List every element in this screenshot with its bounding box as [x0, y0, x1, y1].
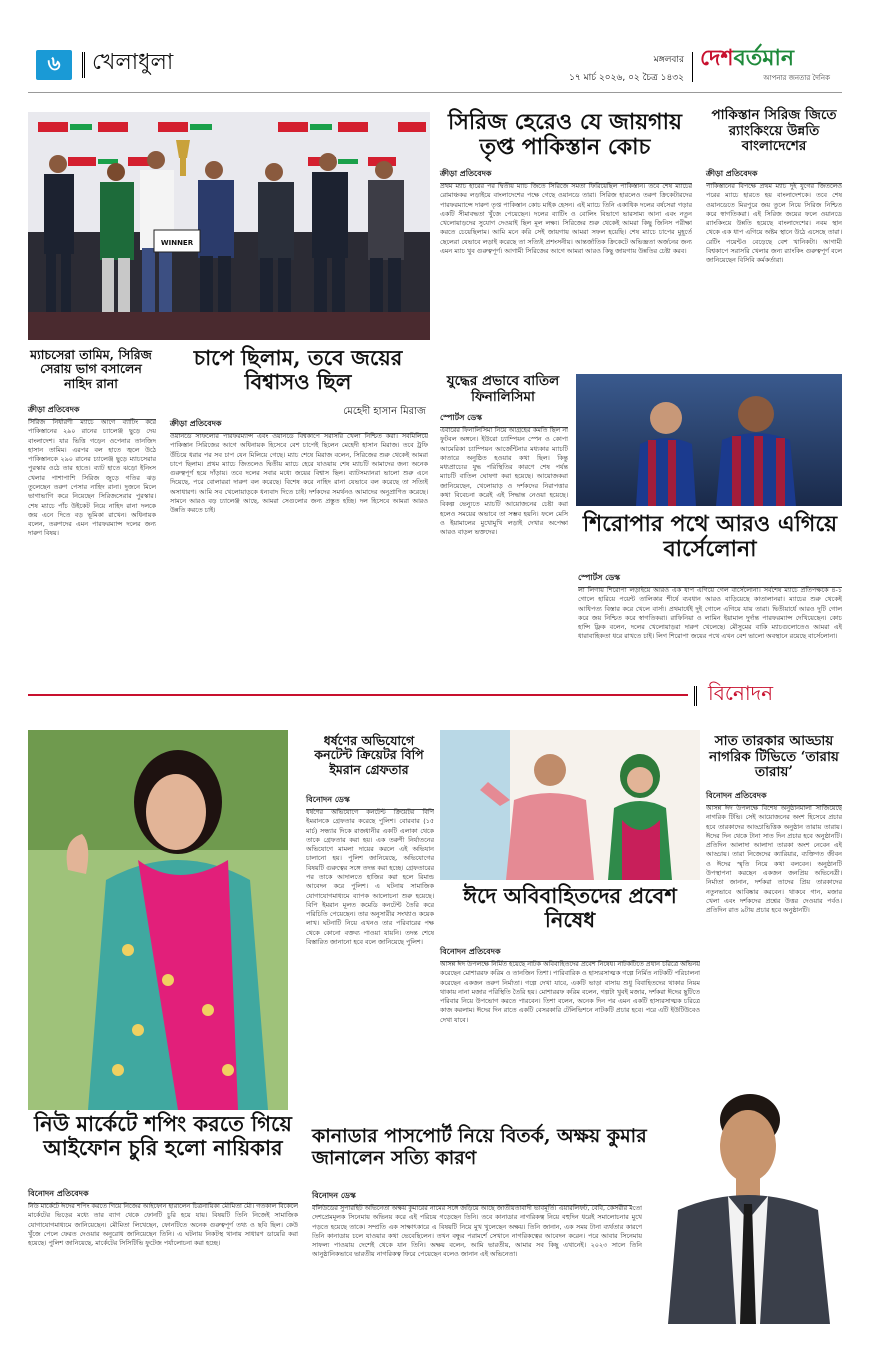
- body-akshay: বলিউডের সুপারহিট অভিনেতা অক্ষয় কুমারের নামের সঙ্গে জড়িয়ে আছে জাতীয়তাবাদী ভাবমূর্তি। এয়ারলিফট, বেবি, কেসরীর মতো দেশপ্রেমমূলক সিনেমায় অভিনয় করে এই পরিচয় গড়েছেন তিনি। তবে কানাডার নাগরিকত্ব নিয়ে বহুদিন ধরেই সমালোচনার মুখে পড়তে হয়েছে তাকে। সম্প্রতি এক সাক্ষাৎকারে এ বিষয়টি নিয়ে মুখ খুলেছেন অক্ষয়। তিনি জানান, এক সময় টানা ব্যর্থতার কারণে তিনি কানাডায় চলে যাওয়ার কথা ভেবেছিলেন। তখন বন্ধুর পরামর্শে সেখানে নাগরিকত্বের আবেদন করেন। পরে আবার সিনেমায় সাফল্য পাওয়ায় দেশেই থেকে যান তিনি। অক্ষয় বলেন, আমি ভারতীয়, আমার সব কিছু এখানেই। ২০২৩ সালে তিনি আনুষ্ঠানিকভাবে ভারতীয় নাগরিকত্ব ফিরে পেয়েছেন বলেও জানান এই অভিনেতা।: [312, 1204, 642, 1259]
- headline-iphone: নিউ মার্কেটে শপিং করতে গিয়ে আইফোন চুরি হলো নায়িকার: [34, 1111, 292, 1161]
- body-eid-drama: আসন্ন ঈদ উপলক্ষে নির্মিত হয়েছে নাটক অবিবাহিতদের প্রবেশ নিষেধ। নাটকটিতে প্রধান চরিত্রে অভিনয় করেছেন মোশাররফ করিম ও তানজিন তিশা। পারিবারিক ও হাস্যরসাত্মক গল্পে নির্মিত নাটকটি পরিচালনা করেছেন একজন তরুণ নির্মাতা। গল্পে দেখা যাবে, একটি ভাড়া বাসায় শুধু বিবাহিতদের থাকার নিয়ম থাকায় নানা মজার পরিস্থিতি তৈরি হয়। মোশাররফ করিম বলেন, গল্পটা খুবই মজার, দর্শকরা ঈদের ছুটিতে পরিবার নিয়ে উপভোগ করতে পারবেন। তিশা বলেন, অনেক দিন পর এমন একটি হাস্যরসাত্মক চরিত্রে কাজ করলাম। ঈদের দিন রাতে একটি বেসরকারি টেলিভিশনে নাটকটি প্রচার হবে। পরে এটি ইউটিউবেও দেখা যাবে।: [440, 960, 700, 1024]
- trophy-sign: WINNER: [160, 239, 194, 247]
- page-number: ৬: [47, 50, 61, 75]
- headline-miraz: চাপে ছিলাম, তবে জয়ের বিশ্বাসও ছিল: [193, 345, 403, 395]
- headline-akshay: কানাডার পাসপোর্ট নিয়ে বিতর্ক, অক্ষয় কুমার জানালেন সত্যি কারণ: [312, 1125, 647, 1169]
- headline-ranking: পাকিস্তান সিরিজ জিতে র‍্যাংকিংয়ে উন্নতি বাংলাদেশের: [711, 107, 837, 155]
- headline-tamim: ম্যাচসেরা তামিম, সিরিজ সেরায় ভাগ বসালেন নাহিদ রানা: [30, 347, 152, 391]
- binodon-section-title: বিনোদন: [708, 681, 774, 705]
- body-iphone: নিউ মার্কেটে ঈদের শপিং করতে গিয়ে নিজের আইফোন হারালেন চিত্রনায়িকা মৌমিতা মৌ। গতকাল বিকেলে মার্কেটের ভিড়ের মধ্যে তার ব্যাগ থেকে ফোনটি চুরি হয়ে যায়। বিষয়টি তিনি নিজেই সামাজিক যোগাযোগমাধ্যমে জানিয়েছেন। মৌমিতা লিখেছেন, ফোনটিতে অনেক গুরুত্বপূর্ণ তথ্য ও ছবি ছিল। কেউ খুঁজে পেলে ফেরত দেওয়ার অনুরোধ জানিয়েছেন তিনি। এ ঘটনায় নিকটস্থ থানায় সাধারণ ডায়েরি করা হয়েছে। পুলিশ জানিয়েছে, মার্কেটের সিসিটিভি ফুটেজ পর্যালোচনা করা হচ্ছে।: [28, 1202, 298, 1248]
- brand-part-1: দেশ: [700, 46, 734, 71]
- binodon-rule: [28, 694, 688, 696]
- headline-pak-coach: সিরিজ হেরেও যে জায়গায় তৃপ্ত পাকিস্তান কোচ: [448, 109, 682, 161]
- trophy-ceremony-photo: [28, 112, 430, 340]
- body-finalissima: এবারের ফিনালিসিমা নিয়ে আগ্রহের কমতি ছিল না ফুটবল অঙ্গনে। ইউরো চ্যাম্পিয়ন স্পেন ও কোপা আমেরিকা চ্যাম্পিয়ন আর্জেন্টিনার মধ্যকার ম্যাচটি কাতারে অনুষ্ঠিত হওয়ার কথা ছিল। কিন্তু মধ্যপ্রাচ্যের যুদ্ধ পরিস্থিতির কারণে শেষ পর্যন্ত ম্যাচটি বাতিল ঘোষণা করা হয়েছে। আয়োজকরা জানিয়েছেন, খেলোয়াড় ও দর্শকদের নিরাপত্তার কথা বিবেচনা করেই এই সিদ্ধান্ত নেওয়া হয়েছে। বিকল্প ভেন্যুতে ম্যাচটি আয়োজনের চেষ্টা করা হলেও সময়ের অভাবে তা সম্ভব হয়নি। ফলে মেসি ও ইয়ামালের মুখোমুখি লড়াই দেখার অপেক্ষা আরও বাড়ল ভক্তদের।: [440, 426, 568, 537]
- byline-iphone: বিনোদন প্রতিবেদক: [28, 1188, 298, 1204]
- byline-tamim: ক্রীড়া প্রতিবেদক: [28, 404, 156, 420]
- barcelona-players-photo: [576, 374, 842, 506]
- body-ranking: পাকিস্তানের বিপক্ষে প্রথম ম্যাচ দুই যুগের জিতলেও পরের ম্যাচে হারতে হয় বাংলাদেশকে। তবে শেষ ওয়ানডেতে মিরপুরে জয় তুলে নিয়ে সিরিজ নিশ্চিত করে স্বাগতিকরা। এই সিরিজ জয়ের ফলে ওয়ানডে র‍্যাংকিংয়ে উন্নতি হয়েছে বাংলাদেশের। নবম স্থান থেকে এক ধাপ এগিয়ে অষ্টম স্থানে উঠে এসেছে তারা। রেটিং পয়েন্টও বেড়েছে বেশ খানিকটা। আগামী বিশ্বকাপে সরাসরি খেলার জন্য র‍্যাংকিং গুরুত্বপূর্ণ বলে জানিয়েছেন বিসিবি কর্মকর্তারা।: [706, 182, 842, 265]
- byline-akshay: বিনোদন ডেস্ক: [312, 1190, 632, 1206]
- body-barcelona: লা লিগায় শিরোপা লড়াইয়ে আরও এক ধাপ এগিয়ে গেল বার্সেলোনা। সর্বশেষ ম্যাচে প্রতিপক্ষকে ৪-১ গোলে হারিয়ে পয়েন্ট তালিকার শীর্ষে ব্যবধান আরও বাড়িয়েছে কাতালানরা। ম্যাচের শুরু থেকেই আধিপত্য বিস্তার করে খেলে বার্সা। প্রথমার্ধেই দুই গোলে এগিয়ে যায় তারা। দ্বিতীয়ার্ধে আরও দুটি গোল করে জয় নিশ্চিত করে স্বাগতিকরা। রাফিনিয়া ও লামিন ইয়ামাল দুর্দান্ত পারফরম্যান্স দেখিয়েছেন। কোচ হান্সি ফ্লিক বলেন, দলের খেলোয়াড়রা দারুণ খেলেছে। মৌসুমের বাকি ম্যাচগুলোতেও আমরা এই ধারাবাহিকতা ধরে রাখতে চাই। লিগ শিরোপা জয়ের পথে এখন বেশ ভালো অবস্থানে রয়েছে বার্সেলোনা।: [578, 586, 842, 641]
- body-pak-coach: প্রথম ম্যাচ হারের পর দ্বিতীয় ম্যাচ জিতে সিরিজে সমতা ফিরিয়েছিল পাকিস্তান। তবে শেষ ম্যাচের রোমাঞ্চকর লড়াইয়ে বাংলাদেশের পক্ষে গেছে ওয়ানডে তারা। সিরিজ হারলেও তরুণ ক্রিকেটারদের পারফরম্যান্সে দারুণ তৃপ্ত পাকিস্তান কোচ মাইক হেসন। এই ম্যাচে তিনি একাধিক দলের বর্ষসেরা গড়ার একটি সীমাবদ্ধতা খুঁজে পেয়েছেন। দলের ব্যাটিং ও বোলিং বিভাগে ভারসাম্য আনা এবং নতুন খেলোয়াড়দের সুযোগ দেওয়াই ছিল মূল লক্ষ্য। সিরিজের শুরু থেকেই আমরা কিছু জিনিস পরীক্ষা করতে চেয়েছিলাম। আমি মনে করি সেই জায়গায় আমরা সফল হয়েছি। শেষ ম্যাচে চাপের মুহূর্তে ছেলেরা যেভাবে লড়াই করেছে তা সত্যিই প্রশংসনীয়। আন্তর্জাতিক ক্রিকেটে অভিজ্ঞতা অর্জনের জন্য এমন ম্যাচ খুব গুরুত্বপূর্ণ। আগামী সিরিজের আগে আমরা আরও কিছু জায়গায় উন্নতির চেষ্টা করব।: [440, 182, 692, 255]
- brand-part-2: বর্তমান: [733, 46, 794, 71]
- body-taray-taray: আসন্ন ঈদ উপলক্ষে বিশেষ অনুষ্ঠানমালা সাজিয়েছে নাগরিক টিভি। সেই আয়োজনের অংশ হিসেবে প্রচার হবে তারকাদের আড্ডাভিত্তিক অনুষ্ঠান তারায় তারায়। ঈদের দিন থেকে টানা সাত দিন প্রচার হবে অনুষ্ঠানটি। প্রতিদিন আলাদা আলাদা তারকা অংশ নেবেন এই আড্ডায়। তারা নিজেদের ক্যারিয়ার, ব্যক্তিগত জীবন ও ঈদের স্মৃতি নিয়ে কথা বলবেন। অনুষ্ঠানটি উপস্থাপনা করছেন একজন জনপ্রিয় অভিনেত্রী। নির্মাতা জানান, দর্শকরা তাদের প্রিয় তারকাদের নতুনভাবে আবিষ্কার করবেন। থাকবে গান, মজার খেলা এবং দর্শকদের প্রশ্নের উত্তর দেওয়ার পর্বও। প্রতিদিন রাত ৯টায় প্রচার হবে অনুষ্ঠানটি।: [706, 804, 842, 915]
- headline-bipi-imran: ধর্ষণের অভিযোগে কনটেন্ট ক্রিয়েটর বিপি ইমরান গ্রেফতার: [314, 733, 424, 777]
- byline-barcelona: স্পোর্টস ডেস্ক: [578, 572, 842, 588]
- body-miraz: ওয়ানডে সাফল্যের পারফরম্যান্স এবং ওয়ানডে বিশ্বকাপে সরাসরি খেলা নিশ্চিত করা। সবমিলিয়ে পাকিস্তান সিরিজের আগে অধিনায়ক হিসেবে বেশ চাপেই ছিলেন মেহেদী হাসান মিরাজ। তবে ট্রফি উঁচিয়ে ধরার পর সব চাপ যেন মিলিয়ে গেছে। ম্যাচ শেষে মিরাজ বলেন, সিরিজের শুরু থেকেই আমরা চাপে ছিলাম। প্রথম ম্যাচে জিতলেও দ্বিতীয় ম্যাচে হেরে যাওয়ায় শেষ ম্যাচটি আমাদের জন্য অনেক গুরুত্বপূর্ণ হয়ে দাঁড়ায়। তবে দলের সবার মধ্যে জয়ের বিশ্বাস ছিল। ব্যাটসম্যানরা ভালো শুরু এনে দিয়েছে, পরে বোলাররা দারুণ বল করেছে। বিশেষ করে নাহিদ রানা যেভাবে বল করেছে তা সত্যিই অসাধারণ। আমি সব খেলোয়াড়কে ধন্যবাদ দিতে চাই। দর্শকদের সমর্থনও আমাদের অনুপ্রাণিত করেছে। সামনে আরও বড় চ্যালেঞ্জ আছে, আমরা সেগুলোর জন্য প্রস্তুত হচ্ছি। দল হিসেবে আমরা আরও উন্নতি করতে চাই।: [170, 432, 428, 515]
- headline-barcelona: শিরোপার পথে আরও এগিয়ে বার্সেলোনা: [582, 511, 838, 563]
- issue-date: ১৭ মার্চ ২০২৬, ০২ চৈত্র ১৪৩২: [569, 73, 684, 83]
- issue-day: মঙ্গলবার: [653, 55, 684, 65]
- body-bipi-imran: ধর্ষণের অভিযোগে কনটেন্ট ক্রিয়েটর বিপি ইমরানকে গ্রেফতার করেছে পুলিশ। বোরবার (১৫ মার্চ) সন্ধ্যার দিকে রাজধানীর একটি এলাকা থেকে তাকে গ্রেফতার করা হয়। এক তরুণী নির্যাতনের অভিযোগে মামলা দায়ের করলে এই অভিযান চালানো হয়। পুলিশ জানিয়েছে, অভিযোগের বিষয়টি গুরুত্বের সঙ্গে তদন্ত করা হচ্ছে। গ্রেফতারের পর তাকে আদালতে হাজির করা হলে রিমান্ড আবেদন করে পুলিশ। এ ঘটনায় সামাজিক যোগাযোগমাধ্যমে ব্যাপক আলোচনা শুরু হয়েছে। বিপি ইমরান মূলত কমেডি কনটেন্ট তৈরি করে পরিচিতি পেয়েছেন। তার অনুসারীর সংখ্যাও কয়েক লাখ। ঘটনাটি নিয়ে এখনও তার পরিবারের পক্ষ থেকে কোনো বক্তব্য পাওয়া যায়নি। তদন্ত শেষে বিস্তারিত জানানো হবে বলে জানিয়েছে পুলিশ।: [306, 808, 434, 946]
- byline-ranking: ক্রীড়া প্রতিবেদক: [706, 168, 842, 184]
- akshay-photo: [648, 1080, 842, 1324]
- tagline: আপনার জনতার দৈনিক: [763, 74, 830, 82]
- byline-bipi-imran: বিনোদন ডেস্ক: [306, 794, 434, 810]
- byline-taray-taray: বিনোদন প্রতিবেদক: [706, 790, 842, 806]
- actress-photo: [28, 730, 288, 1110]
- byline-miraz-desk: ক্রীড়া প্রতিবেদক: [170, 418, 428, 434]
- eid-drama-photo: [440, 730, 700, 880]
- date-divider: [692, 52, 693, 82]
- headline-taray-taray: সাত তারকার আড্ডায় নাগরিক টিভিতে ‘তারায় তারায়’: [709, 733, 839, 781]
- section-divider: [82, 52, 85, 78]
- byline-finalissima: স্পোর্টস ডেস্ক: [440, 412, 568, 428]
- headline-finalissima: যুদ্ধের প্রভাবে বাতিল ফিনালিসিমা: [446, 373, 560, 405]
- header-rule: [28, 92, 842, 93]
- page-number-box: [36, 50, 72, 80]
- section-title: খেলাধুলা: [92, 50, 174, 75]
- binodon-bar: [694, 686, 697, 706]
- byline-miraz: মেহেদী হাসান মিরাজ: [343, 406, 426, 417]
- headline-eid-drama: ঈদে অবিবাহিতদের প্রবেশ নিষেধ: [463, 883, 677, 933]
- byline-pak-coach: ক্রীড়া প্রতিবেদক: [440, 168, 692, 184]
- body-tamim: সিরিজ নির্ধারণী ম্যাচে আগে ব্যাটিং করে পাকিস্তানের ২৯০ রানের চ্যালেঞ্জ ছুড়ে দেয় বাংলাদেশ। যার ভিত্তি গড়েন ওপেনার তানজিদ হাসান তামিম। এরপর বল হাতে জ্বলে উঠে পাকিস্তানকে ২৯০ রানের চ্যালেঞ্জ ছুড়ে ম্যাচসেরার পুরস্কার ওঠে তার হাতে। ব্যাট হাতে ঝড়ো ইনিংস খেলার পাশাপাশি সিরিজ জুড়ে গতির ঝড় তুলেছেন তরুণ পেসার নাহিদ রানা। দুজনে মিলে ভাগাভাগি করে নিয়েছেন সিরিজসেরার পুরস্কার। শেষ ম্যাচে পাঁচ উইকেট নিয়ে নাহিদ রানা দলকে জয় এনে দিতে বড় ভূমিকা রাখেন। অধিনায়ক বলেন, তরুণদের এমন পারফরম্যান্স দলের জন্য দারুণ বিষয়।: [28, 418, 156, 538]
- masthead-logo: [700, 48, 840, 84]
- byline-eid-drama: বিনোদন প্রতিবেদক: [440, 946, 700, 962]
